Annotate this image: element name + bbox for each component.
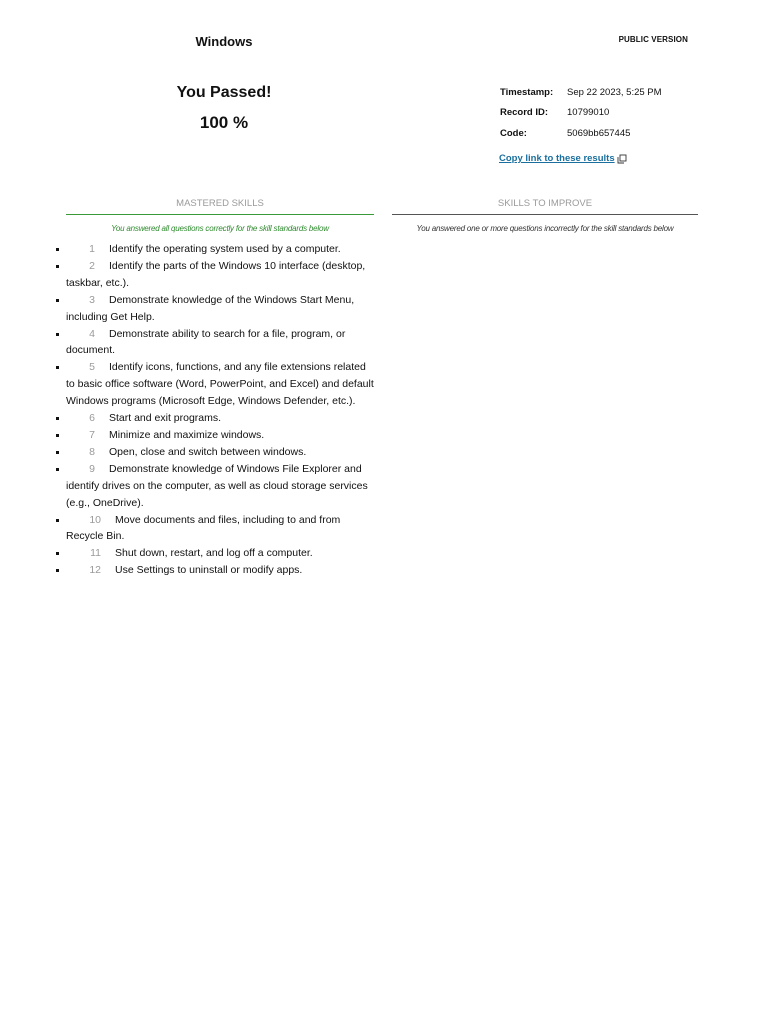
- copy-link-label: Copy link to these results: [499, 153, 615, 164]
- mastered-note: You answered all questions correctly for the skill standards below: [111, 224, 329, 233]
- skill-number: 1: [89, 243, 95, 255]
- skill-text: Shut down, restart, and log off a computer.: [115, 547, 313, 560]
- code-label: Code:: [500, 127, 527, 139]
- result-metadata: [500, 82, 662, 144]
- skill-item: [66, 512, 376, 546]
- skill-text: Identify the parts of the Windows 10 interface (desktop, taskbar, etc.).: [66, 259, 366, 289]
- skill-number: 12: [89, 564, 101, 577]
- skill-number: 4: [89, 327, 95, 340]
- skill-text: Start and exit programs.: [109, 412, 222, 425]
- mastered-skills-heading: MASTERED SKILLS: [176, 198, 264, 209]
- skill-item: [66, 258, 376, 292]
- result-summary: [144, 84, 304, 132]
- skill-item: [66, 326, 376, 360]
- improve-divider: [392, 214, 698, 215]
- skill-item: [66, 461, 376, 512]
- skill-text: Demonstrate knowledge of Windows File Explorer and identify drives on the computer, as well as cloud storage services (e.g., OneDrive).: [66, 462, 368, 509]
- improve-note: You answered one or more questions incorrectly for the skill standards below: [416, 224, 674, 233]
- skill-item: [66, 444, 376, 461]
- skill-item: [66, 545, 376, 562]
- skill-text: Demonstrate ability to search for a file, program, or document.: [66, 327, 346, 357]
- record-id-label: Record ID:: [500, 107, 549, 119]
- pass-status: You Passed!: [176, 84, 272, 101]
- skill-item: [66, 241, 376, 258]
- skill-number: 7: [89, 428, 95, 441]
- timestamp-label: Timestamp:: [500, 86, 554, 98]
- record-id-row: [500, 103, 662, 124]
- skill-text: Identify icons, functions, and any file extensions related to basic office software (Word, PowerPoint, and Excel) and default Windows programs (Microsoft Edge, Windows Defender, etc.).: [66, 361, 374, 408]
- skill-number: 2: [89, 259, 95, 272]
- skill-number: 11: [90, 547, 101, 560]
- code-value: 5069bb657445: [567, 127, 631, 139]
- skill-item: [66, 410, 376, 427]
- skill-text: Move documents and files, including to and from Recycle Bin.: [66, 513, 341, 543]
- skill-number: 10: [89, 513, 101, 526]
- skill-item: [66, 359, 376, 410]
- code-row: [500, 123, 662, 144]
- public-version-label: PUBLIC VERSION: [618, 35, 688, 44]
- course-title: Windows: [195, 34, 253, 49]
- skills-to-improve-heading: SKILLS TO IMPROVE: [497, 198, 593, 209]
- skill-number: 6: [89, 412, 95, 425]
- skill-number: 8: [89, 445, 95, 458]
- skill-text: Minimize and maximize windows.: [109, 428, 265, 441]
- copy-icon: [617, 154, 627, 164]
- timestamp-row: [500, 82, 662, 103]
- skill-item: [66, 562, 376, 579]
- mastered-divider: [66, 214, 374, 215]
- timestamp-value: Sep 22 2023, 5:25 PM: [567, 86, 662, 98]
- skill-text: Identify the operating system used by a computer.: [109, 243, 341, 255]
- skill-text: Open, close and switch between windows.: [109, 445, 307, 458]
- skill-number: 5: [89, 361, 95, 374]
- copy-results-link[interactable]: [499, 153, 627, 164]
- skill-text: Demonstrate knowledge of the Windows Start Menu, including Get Help.: [66, 293, 355, 323]
- score-value: 100 %: [199, 113, 249, 132]
- record-id-value: 10799010: [567, 107, 610, 119]
- skill-item: [66, 427, 376, 444]
- skill-number: 9: [89, 462, 95, 475]
- skill-number: 3: [89, 293, 95, 306]
- skill-text: Use Settings to uninstall or modify apps.: [115, 564, 303, 577]
- skill-item: [66, 292, 376, 326]
- mastered-skills-list: [66, 241, 376, 579]
